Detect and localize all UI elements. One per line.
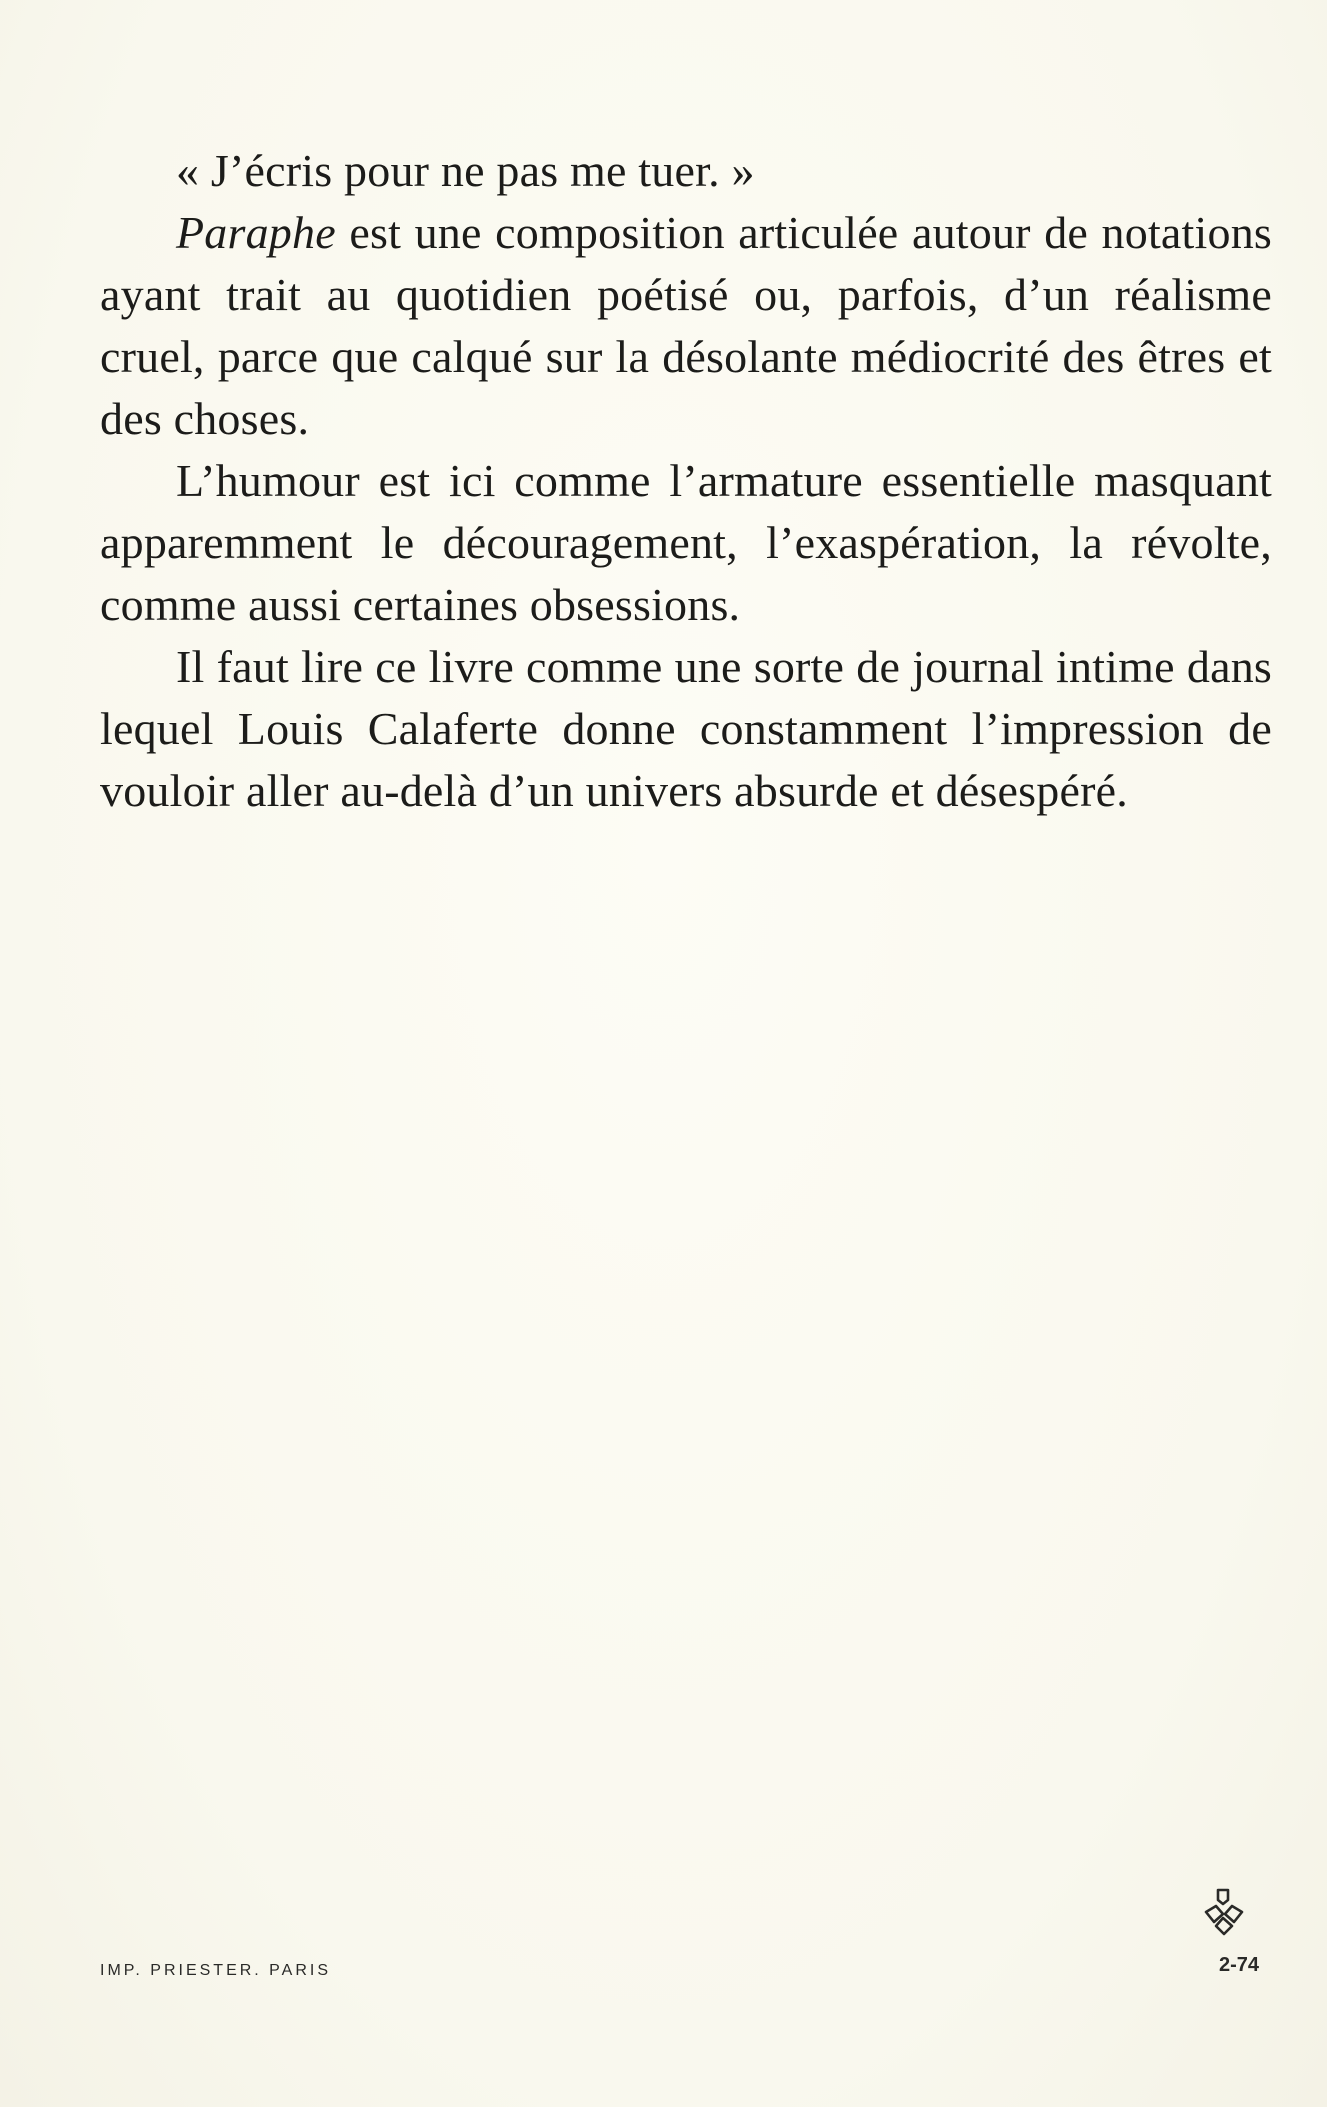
printer-imprint: IMP. PRIESTER. PARIS bbox=[100, 1962, 332, 1979]
publisher-mark-icon bbox=[1198, 1886, 1250, 1942]
paragraph-2: L’humour est ici comme l’armature essentielle masquant apparemment le découragement, l’exaspération, la révolte, comme aussi certaines obsessions. bbox=[100, 455, 1272, 630]
back-cover-text bbox=[100, 140, 1272, 822]
book-title: Paraphe bbox=[176, 207, 336, 258]
paragraph-1 bbox=[100, 202, 1272, 450]
print-code: 2-74 bbox=[1218, 1954, 1259, 1976]
paragraph-1-text: est une composition articulée autour de notations ayant trait au quotidien poétisé ou, parfois, d’un réalisme cruel, parce que calqué sur la désolante médiocrité des êtres et des choses. bbox=[100, 207, 1272, 444]
paragraph-3: Il faut lire ce livre comme une sorte de journal intime dans lequel Louis Calaferte donne constamment l’impression de vouloir aller au-delà d’un univers absurde et désespéré. bbox=[100, 641, 1272, 816]
epigraph: « J’écris pour ne pas me tuer. » bbox=[176, 145, 755, 196]
